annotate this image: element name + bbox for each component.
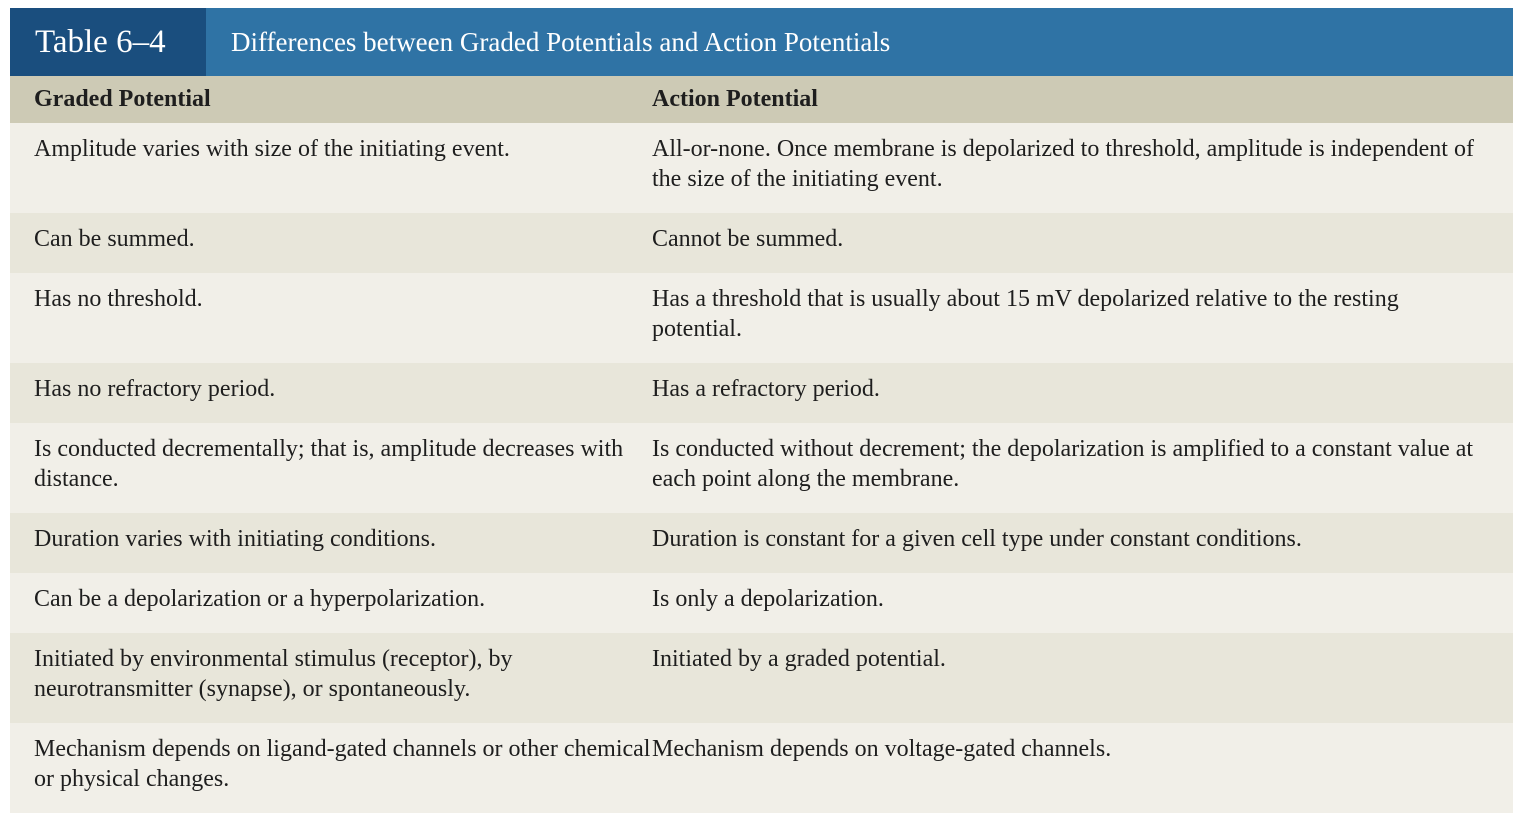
cell-graded: Initiated by environmental stimulus (receptor), by neurotransmitter (synapse), or spontaneously.: [34, 646, 513, 702]
table-row: [10, 273, 1513, 363]
cell-action: Mechanism depends on voltage-gated channels.: [652, 736, 1112, 762]
cell-action: Is conducted without decrement; the depolarization is amplified to a constant value at each point along the membrane.: [652, 436, 1474, 492]
cell-action: Initiated by a graded potential.: [652, 646, 946, 672]
table-row: [10, 213, 1513, 273]
table-row: [10, 573, 1513, 633]
cell-action: Cannot be summed.: [652, 226, 844, 252]
cell-graded: Is conducted decrementally; that is, amplitude decreases with distance.: [34, 436, 624, 492]
table-row: [10, 513, 1513, 573]
cell-action: Is only a depolarization.: [652, 586, 884, 612]
cell-action: Duration is constant for a given cell type under constant conditions.: [652, 526, 1302, 552]
comparison-table: [10, 8, 1513, 813]
table-title-bar: [10, 8, 1513, 76]
cell-graded: Has no threshold.: [34, 286, 203, 312]
table-row: [10, 123, 1513, 213]
table-caption: Differences between Graded Potentials and Action Potentials: [231, 27, 891, 57]
cell-graded: Mechanism depends on ligand-gated channels or other chemical or physical changes.: [34, 736, 651, 792]
column-header-graded: Graded Potential: [34, 86, 211, 112]
table-row: [10, 723, 1513, 813]
cell-graded: Duration varies with initiating conditions.: [34, 526, 436, 552]
table-header-row: [10, 76, 1513, 123]
cell-action: Has a threshold that is usually about 15 mV depolarized relative to the resting potential.: [652, 286, 1399, 342]
table-row: [10, 633, 1513, 723]
column-header-action: Action Potential: [652, 86, 818, 112]
cell-graded: Amplitude varies with size of the initiating event.: [34, 136, 510, 162]
table-row: [10, 363, 1513, 423]
cell-graded: Can be a depolarization or a hyperpolarization.: [34, 586, 486, 612]
table-row: [10, 423, 1513, 513]
cell-graded: Has no refractory period.: [34, 376, 276, 402]
cell-action: All-or-none. Once membrane is depolarized to threshold, amplitude is independent of the size of the initiating event.: [652, 136, 1474, 192]
cell-action: Has a refractory period.: [652, 376, 880, 402]
cell-graded: Can be summed.: [34, 226, 195, 252]
table-number: Table 6–4: [10, 8, 206, 76]
